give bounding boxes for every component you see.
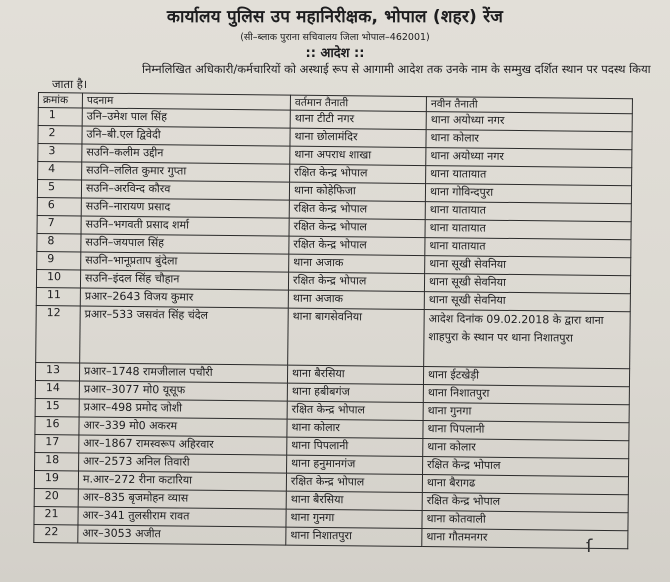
row-current-posting: रक्षित केन्द्र भोपाल: [290, 164, 426, 183]
row-serial: 7: [37, 215, 81, 233]
row-new-posting: थाना कोलार: [423, 439, 629, 459]
row-new-posting: थाना सूखी सेवनिया: [424, 292, 630, 312]
row-current-posting: थाना अजाक: [289, 254, 425, 273]
row-new-posting: आदेश दिनांक 09.02.2018 के द्वारा थाना शाहपुरा के स्थान पर थाना निशातपुरा: [424, 310, 631, 369]
row-serial: 19: [34, 470, 78, 488]
row-new-posting: थाना सूखी सेवनिया: [425, 256, 631, 276]
signature-mark: ſ: [586, 536, 593, 557]
row-designation: उनि–उमेश पाल सिंह: [82, 108, 290, 128]
row-current-posting: थाना निशातपुरा: [286, 527, 422, 546]
row-designation: सउनि–अरविन्द कौरव: [81, 180, 289, 200]
header-serial: क्रमांक: [38, 93, 82, 108]
row-designation: म.आर–272 रीना कटारिया: [78, 471, 286, 491]
row-designation: सउनि–नारायण प्रसाद: [81, 198, 289, 218]
row-serial: 1: [38, 108, 82, 126]
header-new-posting: नवीन तैनाती: [426, 97, 632, 114]
row-serial: 2: [38, 126, 82, 144]
row-serial: 8: [37, 233, 81, 251]
row-new-posting: थाना सूखी सेवनिया: [424, 274, 630, 294]
row-current-posting: थाना हबीबगंज: [287, 383, 423, 402]
row-new-posting: थाना बैरागढ: [422, 475, 628, 495]
table-row: [36, 305, 631, 368]
row-serial: 20: [34, 488, 78, 506]
row-serial: 9: [37, 251, 81, 269]
header-designation: पदनाम: [82, 93, 290, 110]
office-title: कार्यालय पुलिस उप महानिरीक्षक, भोपाल (शहर) रेंज: [166, 7, 504, 27]
row-serial: 21: [34, 506, 78, 524]
row-designation: उनि–बी.एल द्विवेदी: [82, 126, 290, 146]
row-serial: 6: [37, 197, 81, 215]
row-serial: 3: [38, 144, 82, 162]
row-designation: सउनि–भानूप्रताप बुंदेला: [81, 252, 289, 272]
row-designation: आर–339 मो0 अकरम: [79, 417, 287, 437]
office-address: (सी–ब्लाक पुराना सचिवालय जिला भोपाल–462001): [240, 32, 430, 43]
row-serial: 18: [35, 452, 79, 470]
row-serial: 16: [35, 416, 79, 434]
row-serial: 12: [36, 305, 81, 362]
row-current-posting: थाना बैरसिया: [286, 491, 422, 510]
order-heading: :: आदेश ::: [305, 46, 365, 61]
row-new-posting: थाना गोविन्दपुरा: [425, 184, 631, 204]
row-new-posting: थाना गुनगा: [423, 403, 629, 423]
row-designation: सउनि–जयपाल सिंह: [81, 234, 289, 254]
row-designation: आर–2573 अनिल तिवारी: [79, 453, 287, 473]
row-serial: 13: [35, 362, 79, 380]
row-new-posting: थाना पिपलानी: [423, 421, 629, 441]
row-designation: सउनि–इंदल सिंह चौहान: [80, 270, 288, 290]
row-designation: आर–341 तुलसीराम रावत: [78, 507, 286, 527]
row-current-posting: थाना बैरसिया: [287, 365, 423, 384]
row-current-posting: रक्षित केन्द्र भोपाल: [286, 473, 422, 492]
row-serial: 4: [38, 162, 82, 180]
row-current-posting: थाना गुनगा: [286, 509, 422, 528]
row-serial: 15: [35, 398, 79, 416]
row-new-posting: थाना अयोध्या नगर: [426, 148, 632, 168]
order-intro: निम्नलिखित अधिकारी/कर्मचारियों को अस्थाई रूप से आगामी आदेश तक उनके नाम के सम्मुख दर्शित स्थान पर पदस्थ किया जाता है।: [52, 62, 651, 91]
transfer-table: [33, 92, 633, 549]
row-current-posting: रक्षित केन्द्र भोपाल: [289, 218, 425, 237]
row-new-posting: थाना यातायात: [425, 238, 631, 258]
row-designation: प्रआर–2643 विजय कुमार: [80, 288, 288, 308]
row-new-posting: थाना कोतवाली: [422, 511, 628, 531]
row-new-posting: थाना यातायात: [425, 202, 631, 222]
row-designation: प्रआर–533 जसवंत सिंह चंदेल: [80, 306, 289, 365]
row-current-posting: रक्षित केन्द्र भोपाल: [288, 272, 424, 291]
row-designation: आर–835 बृजमोहन व्यास: [78, 489, 286, 509]
row-current-posting: थाना पिपलानी: [287, 437, 423, 456]
row-current-posting: थाना हनुमानगंज: [287, 455, 423, 474]
row-serial: 5: [37, 180, 81, 198]
row-current-posting: थाना बागसेवनिया: [288, 308, 425, 366]
row-designation: प्रआर–3077 मो0 यूसूफ: [79, 381, 287, 401]
row-designation: सउनि–भगवती प्रसाद शर्मा: [81, 216, 289, 236]
row-new-posting: थाना कोलार: [426, 130, 632, 150]
row-current-posting: थाना कोहेफिजा: [289, 182, 425, 201]
row-new-posting: रक्षित केन्द्र भोपाल: [422, 493, 628, 513]
row-new-posting: थाना यातायात: [426, 166, 632, 186]
row-designation: प्रआर–498 प्रमोद जोशी: [79, 399, 287, 419]
row-new-posting: थाना निशातपुरा: [423, 385, 629, 405]
row-designation: सउनि–ललित कुमार गुप्ता: [82, 162, 290, 182]
row-new-posting: रक्षित केन्द्र भोपाल: [423, 457, 629, 477]
row-new-posting: थाना गौतमनगर: [422, 529, 628, 549]
row-designation: आर–3053 अजीत: [78, 525, 286, 545]
header-current-posting: वर्तमान तैनाती: [290, 95, 426, 111]
row-new-posting: थाना ईटखेड़ी: [423, 367, 629, 387]
row-current-posting: थाना अजाक: [288, 290, 424, 309]
row-serial: 22: [34, 524, 78, 542]
row-serial: 11: [36, 287, 80, 305]
row-current-posting: थाना टीटी नगर: [290, 110, 426, 129]
row-current-posting: थाना अपराध शाखा: [290, 146, 426, 165]
row-designation: सउनि–कलीम उद्दीन: [82, 144, 290, 164]
row-designation: आर–1867 रामस्वरूप अहिरवार: [79, 435, 287, 455]
row-current-posting: रक्षित केन्द्र भोपाल: [289, 236, 425, 255]
row-current-posting: रक्षित केन्द्र भोपाल: [287, 401, 423, 420]
row-new-posting: थाना यातायात: [425, 220, 631, 240]
row-current-posting: थाना कोलार: [287, 419, 423, 438]
row-designation: प्रआर–1748 रामजीलाल पचौरी: [79, 363, 287, 383]
row-current-posting: थाना छोलामंदिर: [290, 128, 426, 147]
row-serial: 10: [36, 269, 80, 287]
row-new-posting: थाना अयोध्या नगर: [426, 112, 632, 132]
row-serial: 14: [35, 380, 79, 398]
table-body: [34, 108, 633, 549]
row-current-posting: रक्षित केन्द्र भोपाल: [289, 200, 425, 219]
row-serial: 17: [35, 434, 79, 452]
